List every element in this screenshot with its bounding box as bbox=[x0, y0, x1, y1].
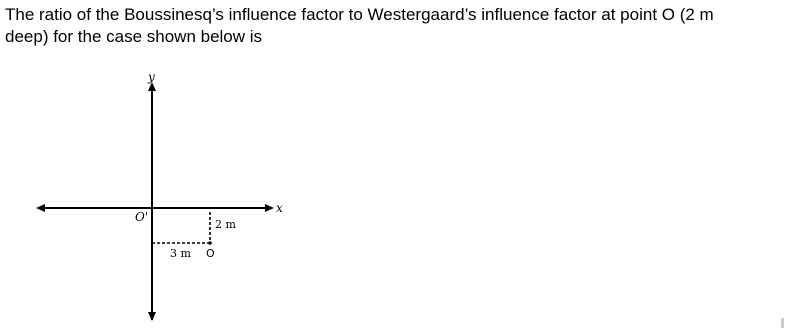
point-marker bbox=[208, 241, 212, 245]
x-axis-arrow-right bbox=[265, 204, 274, 212]
dimension-horizontal-label: 3 m bbox=[170, 247, 191, 260]
origin-label: O' bbox=[135, 210, 149, 224]
question-line-1: The ratio of the Boussinesq’s influence factor to Westergaard’s influence factor at point O (2 m bbox=[5, 5, 714, 24]
question-line-2: deep) for the case shown below is bbox=[5, 27, 263, 46]
y-axis-label: y bbox=[148, 70, 155, 84]
dimension-vertical-label: 2 m bbox=[215, 218, 236, 231]
x-axis-arrow-left bbox=[36, 204, 45, 212]
y-axis-arrow-down bbox=[148, 312, 156, 321]
scrollbar-thumb[interactable] bbox=[781, 318, 784, 328]
point-label: O bbox=[206, 247, 215, 260]
x-axis-label: x bbox=[276, 201, 283, 215]
